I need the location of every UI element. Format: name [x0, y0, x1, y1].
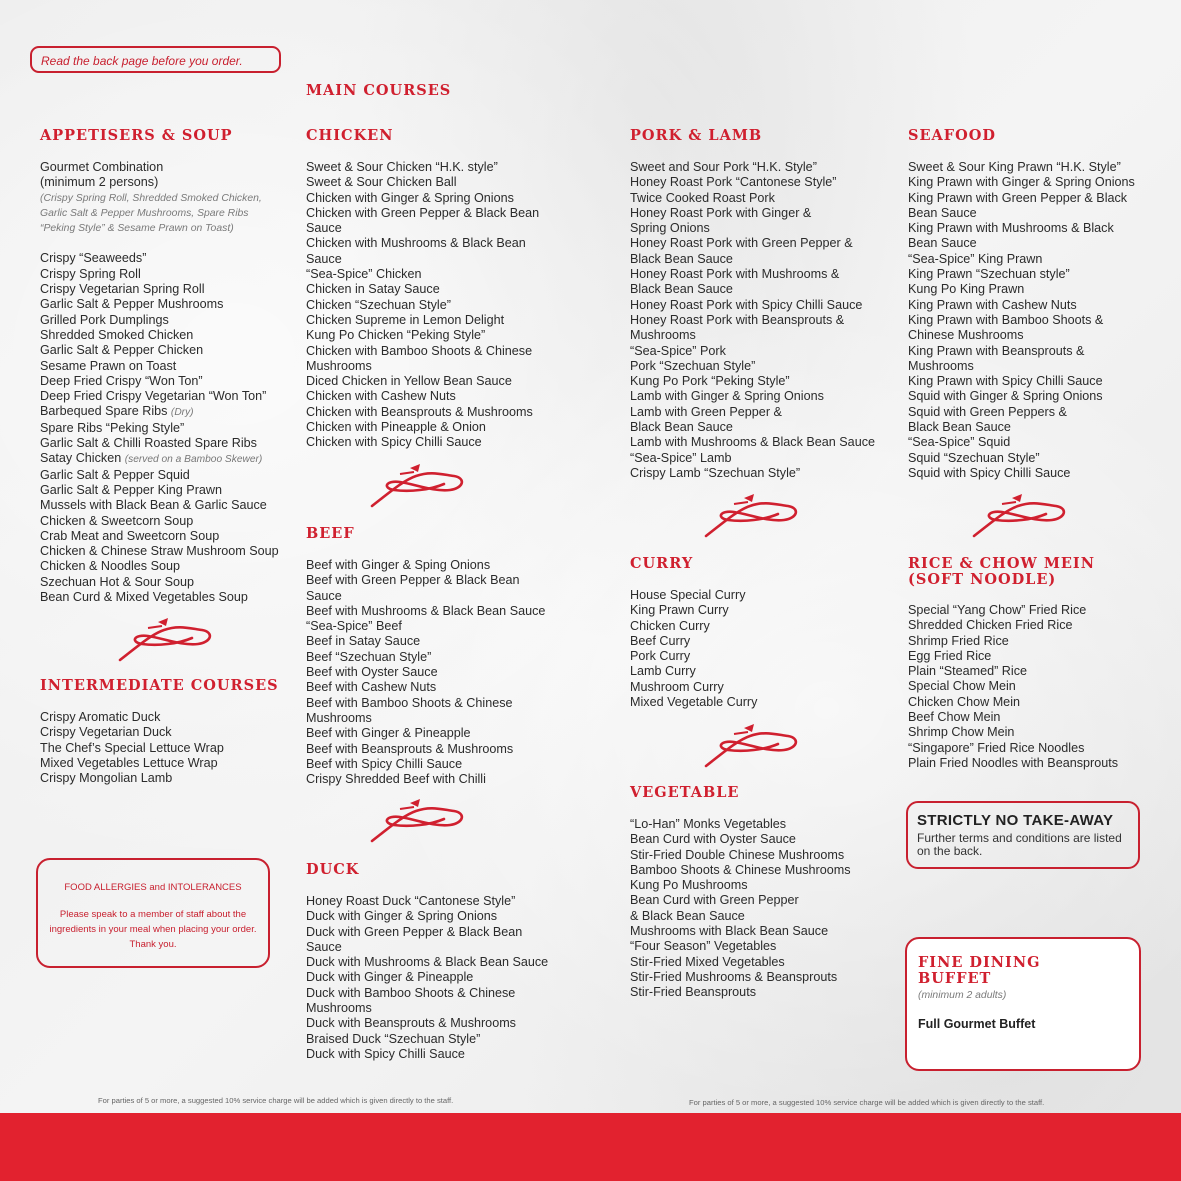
list-item: House Special Curry [630, 588, 746, 602]
list-item: Chicken with Beansprouts & Mushrooms [306, 404, 533, 419]
list-item [40, 451, 290, 467]
list-item: Gourmet Combination [40, 160, 164, 174]
list-item: Lamb Curry [630, 664, 696, 679]
list-item: Chicken & Sweetcorn Soup [40, 513, 194, 528]
beef-section [306, 526, 576, 787]
list-item: Bean Sauce [908, 205, 977, 220]
list-item: Diced Chicken in Yellow Bean Sauce [306, 374, 512, 389]
list-item: Deep Fried Crispy “Won Ton” [40, 373, 203, 388]
list-item: Special Chow Mein [908, 679, 1016, 694]
list-item: Chicken with Cashew Nuts [306, 389, 456, 404]
list-item: King Prawn with Green Pepper & Black [908, 190, 1128, 205]
allergy-text: Thank you. [129, 939, 177, 950]
list-item: Garlic Salt & Pepper Chicken [40, 343, 204, 358]
list-item: Honey Roast Pork with Spicy Chilli Sauce [630, 297, 863, 312]
list-item: Crispy Spring Roll [40, 266, 141, 281]
list-item: Bean Curd with Oyster Sauce [630, 832, 796, 847]
list-item: Crispy Mongolian Lamb [40, 771, 173, 786]
item-text: Barbequed Spare Ribs [40, 404, 168, 419]
list-item: Beef Chow Mein [908, 710, 1001, 725]
main-courses-heading: MAIN COURSES [306, 82, 452, 99]
buffet-subtitle: (minimum 2 adults) [918, 990, 1007, 1001]
appetisers-combo [40, 160, 290, 236]
list-item: “Sea-Spice” Squid [908, 435, 1011, 450]
list-item: Beef Curry [630, 633, 691, 648]
read-back-page-notice: Read the back page before you order. [30, 46, 281, 73]
combo-detail: Garlic Salt & Pepper Mushrooms, Spare Ribs [40, 207, 249, 219]
list-item: “Lo-Han” Monks Vegetables [630, 817, 787, 831]
list-item: Chicken Supreme in Lemon Delight [306, 312, 505, 327]
list-item: Chicken with Mushrooms & Black Bean [306, 236, 526, 251]
appetisers-section [40, 128, 290, 605]
list-item: Beef with Mushrooms & Black Bean Sauce [306, 603, 546, 618]
list-item: Stir-Fried Beansprouts [630, 985, 756, 1000]
list-item: King Prawn with Mushrooms & Black [908, 221, 1114, 236]
chicken-heading: CHICKEN [306, 127, 394, 144]
chicken-section [306, 128, 576, 451]
list-item: King Prawn “Szechuan style” [908, 267, 1070, 282]
combo-detail: “Peking Style” & Sesame Prawn on Toast) [40, 223, 234, 235]
list-item: Deep Fried Crispy Vegetarian “Won Ton” [40, 389, 267, 404]
list-item: Mixed Vegetables Lettuce Wrap [40, 755, 218, 770]
list-item: Duck with Mushrooms & Black Bean Sauce [306, 955, 549, 970]
appetisers-list [40, 251, 290, 605]
list-item: Sweet and Sour Pork “H.K. Style” [630, 160, 817, 174]
no-takeaway-title: STRICTLY NO TAKE-AWAY [917, 812, 1114, 829]
list-item: Mussels with Black Bean & Garlic Sauce [40, 498, 267, 513]
list-item: Special “Yang Chow” Fried Rice [908, 603, 1087, 617]
list-item: Lamb with Mushrooms & Black Bean Sauce [630, 435, 875, 450]
list-item: Sweet & Sour King Prawn “H.K. Style” [908, 160, 1121, 174]
list-item: Beef with Cashew Nuts [306, 680, 437, 695]
list-item: Crispy Shredded Beef with Chilli [306, 772, 486, 787]
no-takeaway-text-line2: on the back. [917, 844, 983, 858]
seafood-list [908, 160, 1168, 481]
list-item: Spare Ribs “Peking Style” [40, 420, 185, 435]
list-item: King Prawn with Beansprouts & [908, 343, 1085, 358]
intermediate-section [40, 678, 290, 786]
list-item: Egg Fried Rice [908, 648, 992, 663]
list-item: Bean Curd & Mixed Vegetables Soup [40, 590, 248, 605]
list-item: Beef “Szechuan Style” [306, 649, 432, 664]
list-item: Crispy Vegetarian Spring Roll [40, 282, 205, 297]
list-item: Sauce [306, 251, 342, 266]
buffet-heading-line1: FINE DINING [918, 954, 1041, 971]
list-item: Garlic Salt & Pepper Squid [40, 467, 190, 482]
list-item: Mushrooms [306, 358, 372, 373]
bottom-red-band [0, 1113, 1181, 1181]
allergy-title: FOOD ALLERGIES and INTOLERANCES [64, 882, 242, 893]
list-item: Honey Roast Duck “Cantonese Style” [306, 894, 516, 908]
list-item: Braised Duck “Szechuan Style” [306, 1031, 481, 1046]
curry-heading: CURRY [630, 555, 694, 572]
list-item: Chicken “Szechuan Style” [306, 297, 451, 312]
item-text: Satay Chicken [40, 451, 122, 466]
list-item: Squid “Szechuan Style” [908, 450, 1040, 465]
list-item: King Prawn with Ginger & Spring Onions [908, 175, 1135, 190]
intermediate-heading: INTERMEDIATE COURSES [40, 677, 279, 694]
rice-heading-line1: RICE & CHOW MEIN [908, 555, 1095, 572]
list-item: Honey Roast Pork “Cantonese Style” [630, 175, 837, 190]
duck-section [306, 862, 576, 1062]
vegetable-heading: VEGETABLE [630, 784, 740, 801]
list-item: Sauce [306, 221, 342, 236]
allergy-text: Please speak to a member of staff about the [59, 909, 247, 920]
list-item: Lamb with Green Pepper & [630, 404, 782, 419]
duck-heading: DUCK [306, 861, 360, 878]
list-item: Grilled Pork Dumplings [40, 312, 169, 327]
list-item: “Sea-Spice” Beef [306, 619, 402, 634]
list-item: Mushrooms [908, 358, 974, 373]
list-item: Stir-Fried Mixed Vegetables [630, 954, 785, 969]
list-item: Chinese Mushrooms [908, 328, 1024, 343]
list-item: Plain Fried Noodles with Beansprouts [908, 755, 1119, 770]
list-item: Garlic Salt & Pepper King Prawn [40, 482, 222, 497]
pork-lamb-list [630, 160, 900, 481]
buffet-heading [918, 955, 1139, 987]
service-charge-footnote: For parties of 5 or more, a suggested 10% service charge will be added which is given directly to the staff. [98, 1096, 454, 1105]
combo-detail: (Crispy Spring Roll, Shredded Smoked Chicken, [40, 192, 262, 204]
no-takeaway-text-line1: Further terms and conditions are listed [917, 831, 1122, 845]
list-item: “Four Season” Vegetables [630, 939, 777, 954]
buffet-item: Full Gourmet Buffet [918, 1017, 1036, 1032]
list-item: Bamboo Shoots & Chinese Mushrooms [630, 862, 851, 877]
swirl-ornament-icon [370, 462, 466, 508]
list-item: Chicken with Green Pepper & Black Bean [306, 205, 540, 220]
list-item: Kung Po Chicken “Peking Style” [306, 328, 486, 343]
appetisers-heading: APPETISERS & SOUP [40, 127, 233, 144]
list-item: Chicken with Bamboo Shoots & Chinese [306, 343, 533, 358]
list-item: Shrimp Fried Rice [908, 633, 1009, 648]
list-item: Beef with Ginger & Pineapple [306, 726, 471, 741]
list-item: Black Bean Sauce [630, 282, 733, 297]
service-charge-footnote: For parties of 5 or more, a suggested 10% service charge will be added which is given directly to the staff. [689, 1098, 1045, 1107]
no-takeaway-text [917, 832, 1138, 858]
list-item: & Black Bean Sauce [630, 908, 745, 923]
swirl-ornament-icon [972, 492, 1068, 538]
list-item: Stir-Fried Mushrooms & Beansprouts [630, 969, 838, 984]
list-item: Shredded Chicken Fried Rice [908, 618, 1073, 633]
list-item: Shrimp Chow Mein [908, 725, 1015, 740]
list-item: Beef with Green Pepper & Black Bean [306, 573, 520, 588]
list-item: Beef with Beansprouts & Mushrooms [306, 741, 514, 756]
list-item: Spring Onions [630, 221, 710, 236]
list-item: Lamb with Ginger & Spring Onions [630, 389, 824, 404]
list-item: Crispy “Seaweeds” [40, 251, 147, 266]
duck-list [306, 894, 576, 1062]
swirl-ornament-icon [118, 616, 214, 662]
list-item: Honey Roast Pork with Mushrooms & [630, 267, 840, 282]
list-item: Honey Roast Pork with Ginger & [630, 205, 812, 220]
vegetable-list [630, 817, 900, 1001]
list-item: Twice Cooked Roast Pork [630, 190, 775, 205]
list-item: Beef with Ginger & Sping Onions [306, 558, 491, 572]
list-item: (minimum 2 persons) [40, 175, 159, 190]
list-item: Plain “Steamed” Rice [908, 664, 1027, 679]
list-item: Crispy Lamb “Szechuan Style” [630, 465, 801, 480]
list-item: Stir-Fried Double Chinese Mushrooms [630, 847, 845, 862]
vegetable-section [630, 785, 900, 1001]
list-item: Garlic Salt & Chilli Roasted Spare Ribs [40, 436, 257, 451]
list-item: Honey Roast Pork with Green Pepper & [630, 236, 853, 251]
list-item: Squid with Green Peppers & [908, 404, 1067, 419]
list-item: Black Bean Sauce [908, 420, 1011, 435]
list-item: Kung Po King Prawn [908, 282, 1025, 297]
list-item: Kung Po Pork “Peking Style” [630, 374, 790, 389]
buffet-heading-line2: BUFFET [918, 970, 992, 987]
list-item: Duck with Spicy Chilli Sauce [306, 1046, 465, 1061]
list-item: Black Bean Sauce [630, 420, 733, 435]
list-item: Honey Roast Pork with Beansprouts & [630, 312, 845, 327]
list-item: Beef with Spicy Chilli Sauce [306, 756, 463, 771]
list-item: Chicken Curry [630, 618, 710, 633]
list-item: Mixed Vegetable Curry [630, 695, 758, 710]
seafood-heading: SEAFOOD [908, 127, 996, 144]
list-item: “Sea-Spice” Lamb [630, 450, 732, 465]
list-item: “Sea-Spice” King Prawn [908, 251, 1043, 266]
list-item: Bean Curd with Green Pepper [630, 893, 799, 908]
list-item: Chicken Chow Mein [908, 694, 1020, 709]
rice-list [908, 603, 1168, 771]
list-item: Mushrooms [630, 328, 696, 343]
list-item: Sweet & Sour Chicken “H.K. style” [306, 160, 498, 174]
swirl-ornament-icon [370, 797, 466, 843]
list-item [40, 404, 290, 420]
list-item: Mushroom Curry [630, 679, 724, 694]
list-item: Chicken in Satay Sauce [306, 282, 440, 297]
list-item: Szechuan Hot & Sour Soup [40, 574, 195, 589]
no-takeaway-box [906, 801, 1140, 869]
list-item: King Prawn with Cashew Nuts [908, 297, 1077, 312]
item-note: (served on a Bamboo Skewer) [124, 454, 263, 466]
list-item: Kung Po Mushrooms [630, 878, 748, 893]
list-item: Beef with Oyster Sauce [306, 665, 438, 680]
list-item: Crispy Vegetarian Duck [40, 725, 172, 740]
list-item: Mushrooms with Black Bean Sauce [630, 924, 829, 939]
list-item: Duck with Ginger & Pineapple [306, 970, 474, 985]
curry-list [630, 588, 900, 710]
list-item: Sweet & Sour Chicken Ball [306, 175, 457, 190]
list-item: Duck with Bamboo Shoots & Chinese [306, 985, 516, 1000]
list-item: Crab Meat and Sweetcorn Soup [40, 528, 220, 543]
chicken-list [306, 160, 576, 451]
beef-list [306, 558, 576, 787]
swirl-ornament-icon [704, 722, 800, 768]
list-item: Chicken & Chinese Straw Mushroom Soup [40, 544, 279, 559]
list-item: King Prawn Curry [630, 603, 729, 618]
list-item: Beef in Satay Sauce [306, 634, 421, 649]
list-item: “Singapore” Fried Rice Noodles [908, 740, 1085, 755]
item-note: (Dry) [170, 407, 194, 419]
list-item: Pork “Szechuan Style” [630, 358, 756, 373]
pork-lamb-section [630, 128, 900, 481]
fine-dining-buffet-box [905, 937, 1141, 1071]
list-item: “Sea-Spice” Chicken [306, 267, 422, 282]
list-item: Crispy Aromatic Duck [40, 710, 161, 724]
pork-lamb-heading: PORK & LAMB [630, 127, 763, 144]
list-item: The Chef’s Special Lettuce Wrap [40, 740, 224, 755]
allergy-notice-box [36, 858, 270, 968]
list-item: Duck with Beansprouts & Mushrooms [306, 1016, 516, 1031]
intermediate-list [40, 710, 290, 786]
rice-section [908, 556, 1168, 771]
list-item: King Prawn with Spicy Chilli Sauce [908, 374, 1103, 389]
list-item: King Prawn with Bamboo Shoots & [908, 312, 1104, 327]
list-item: Mushrooms [306, 710, 372, 725]
list-item: Chicken with Spicy Chilli Sauce [306, 435, 482, 450]
list-item: Duck with Ginger & Spring Onions [306, 909, 498, 924]
list-item: Sauce [306, 939, 342, 954]
list-item: Pork Curry [630, 649, 691, 664]
seafood-section [908, 128, 1168, 481]
list-item: “Sea-Spice” Pork [630, 343, 726, 358]
rice-heading [908, 556, 1168, 588]
swirl-ornament-icon [704, 492, 800, 538]
beef-heading: BEEF [306, 525, 355, 542]
list-item: Mushrooms [306, 1001, 372, 1016]
list-item: Chicken with Ginger & Spring Onions [306, 190, 514, 205]
list-item: Beef with Bamboo Shoots & Chinese [306, 695, 513, 710]
list-item: Garlic Salt & Pepper Mushrooms [40, 297, 224, 312]
list-item: Squid with Spicy Chilli Sauce [908, 465, 1071, 480]
list-item: Bean Sauce [908, 236, 977, 251]
list-item: Sesame Prawn on Toast [40, 358, 177, 373]
list-item: Squid with Ginger & Spring Onions [908, 389, 1103, 404]
list-item: Duck with Green Pepper & Black Bean [306, 924, 523, 939]
list-item: Black Bean Sauce [630, 251, 733, 266]
list-item: Sauce [306, 588, 342, 603]
rice-heading-line2: (SOFT NOODLE) [908, 571, 1057, 588]
list-item: Chicken with Pineapple & Onion [306, 420, 486, 435]
curry-section [630, 556, 900, 710]
allergy-text: ingredients in your meal when placing your order. [49, 924, 257, 935]
list-item: Shredded Smoked Chicken [40, 327, 194, 342]
list-item: Chicken & Noodles Soup [40, 559, 181, 574]
